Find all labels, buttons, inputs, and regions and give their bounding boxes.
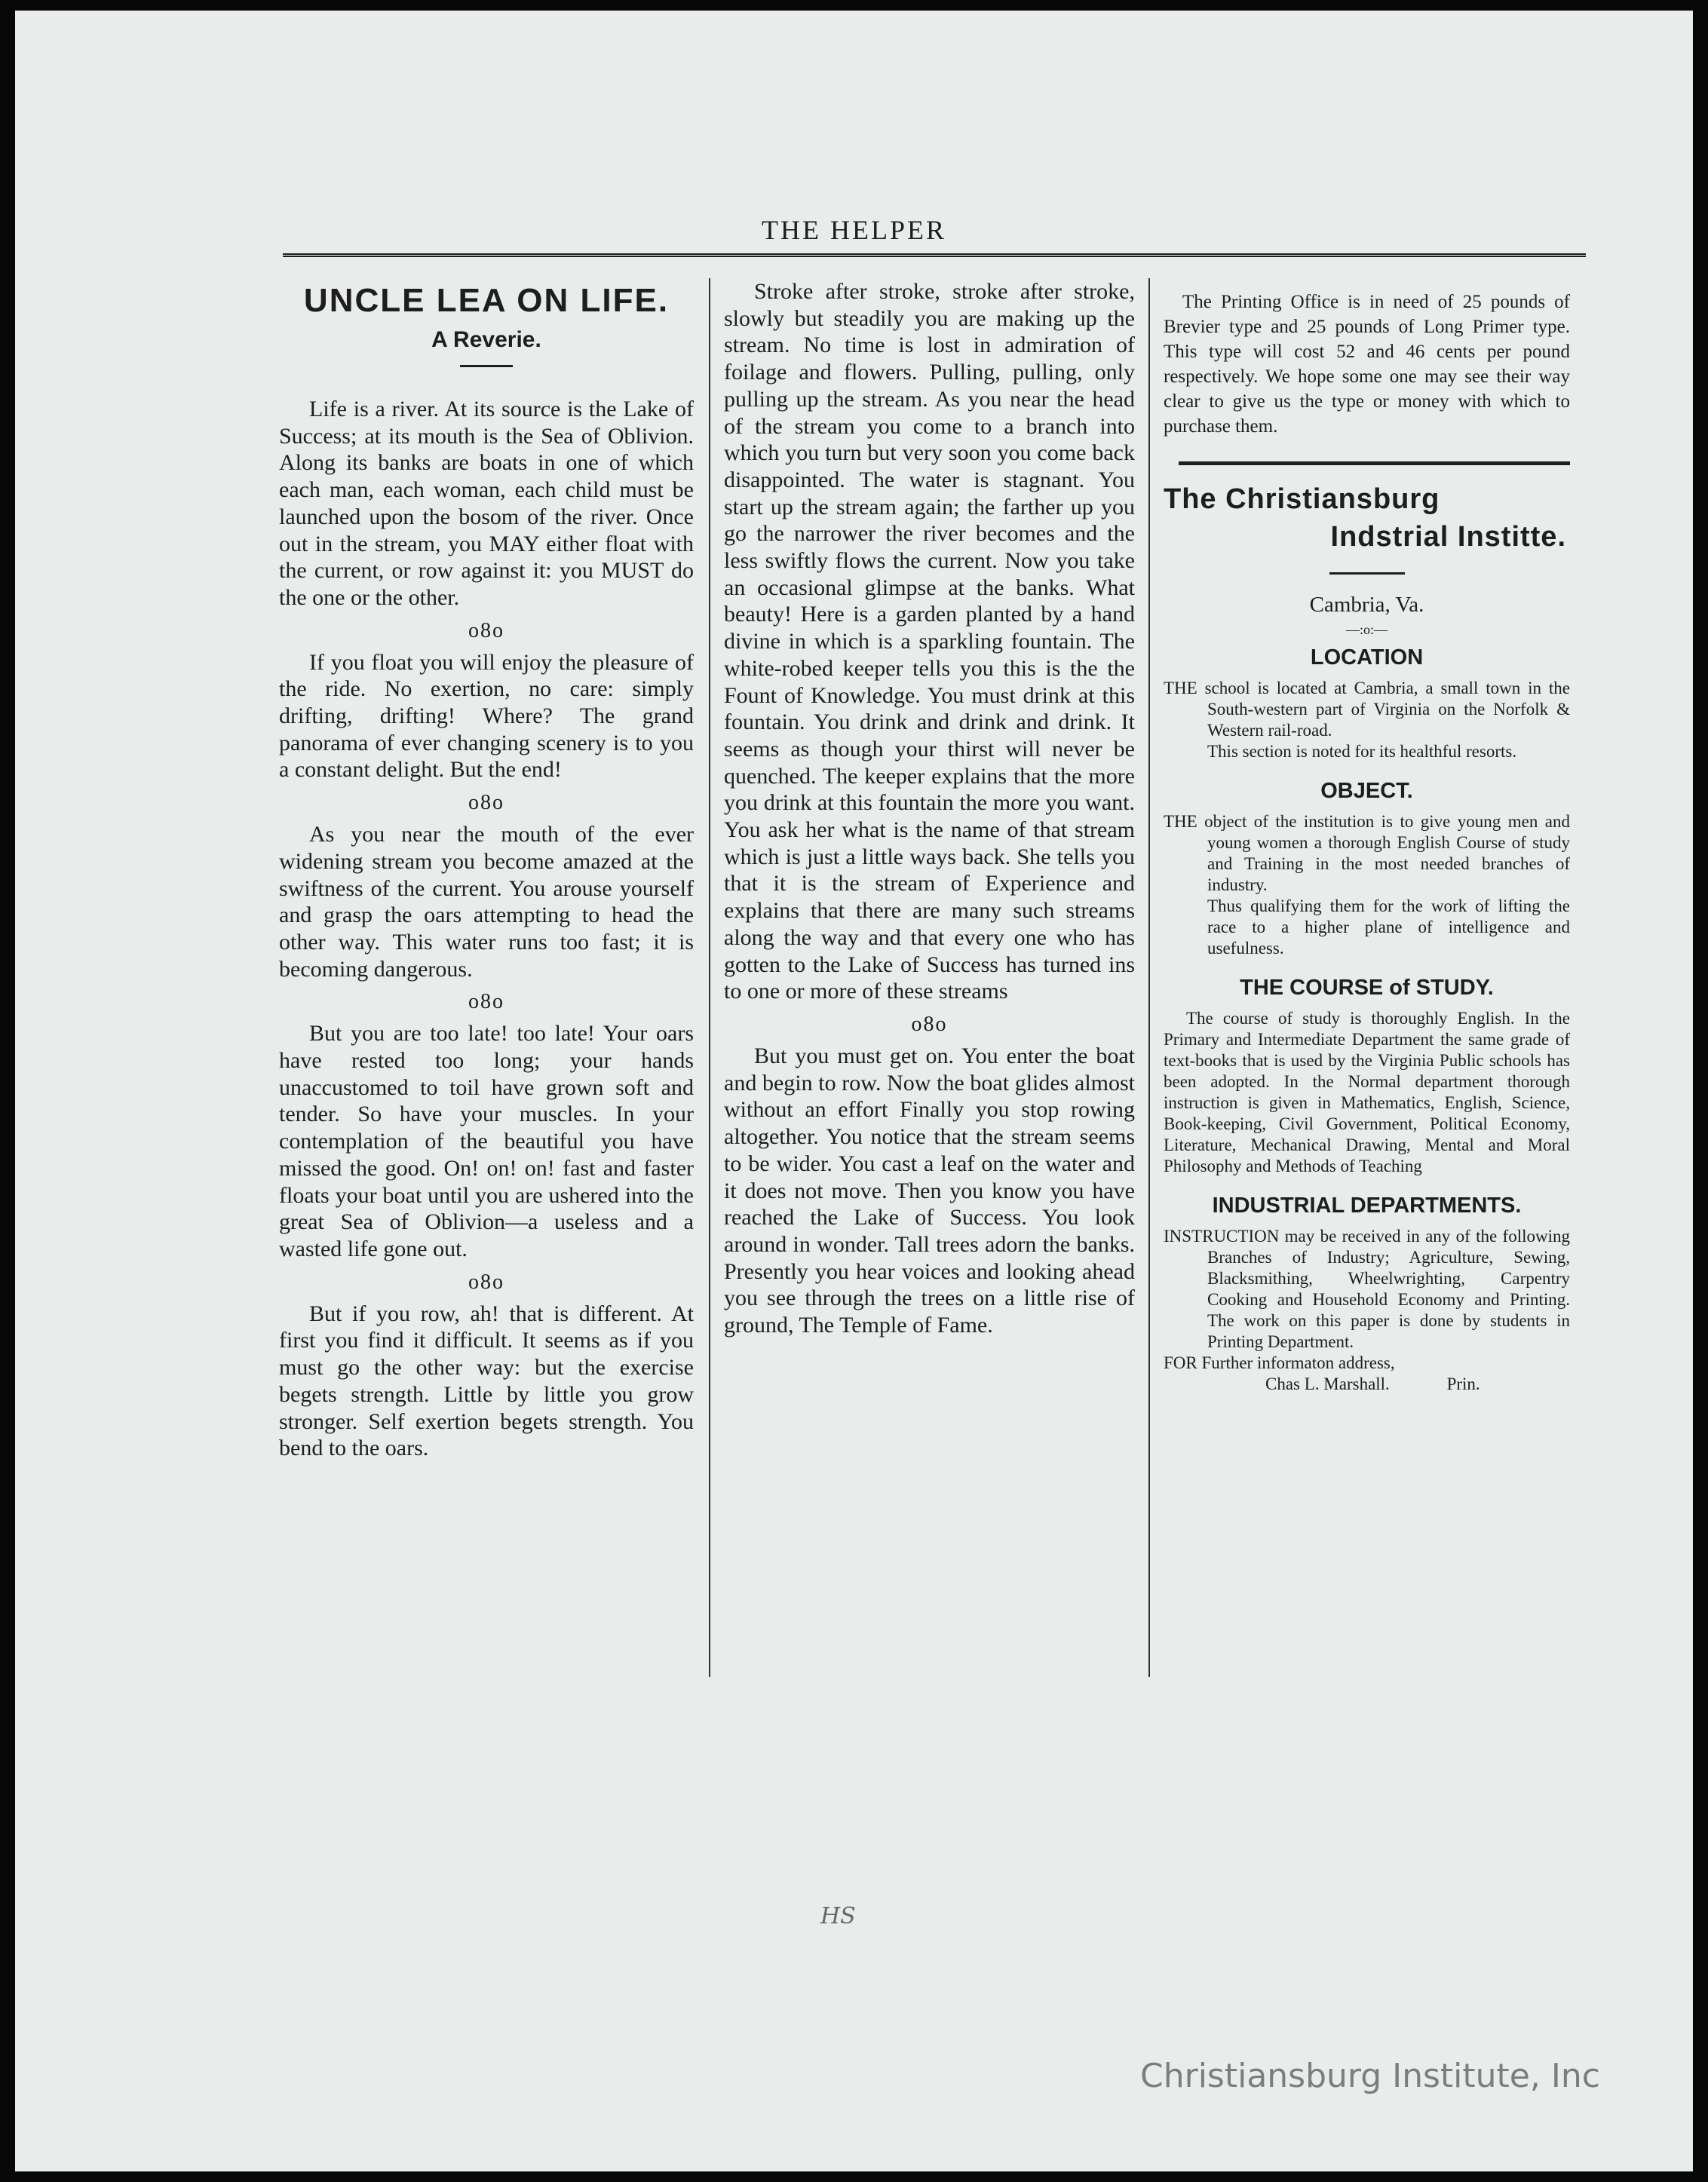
column-2 bbox=[709, 278, 1150, 1677]
printing-office-notice: The Printing Office is in need of 25 pounds of Brevier type and 25 pounds of Long Primer type. This type will cost 52 and 46 cents per pound respectively. We hope some one may see their way clear to give us the type or money with which to purchase them. bbox=[1164, 292, 1570, 437]
column-3 bbox=[1150, 278, 1584, 1395]
object-text: THE object of the institution is to give young men and young women a thorough English Course of study and Training in the most needed branches of industry. bbox=[1164, 812, 1570, 894]
watermark: Christiansburg Institute, Inc bbox=[1140, 2057, 1600, 2095]
location-text: THE school is located at Cambria, a small town in the South-western part of Virginia on the Norfolk & Western rail-road. bbox=[1164, 679, 1570, 740]
newspaper-page bbox=[15, 11, 1693, 2171]
location-note: This section is noted for its healthful resorts. bbox=[1207, 742, 1517, 761]
course-text: The course of study is thoroughly English. In the Primary and Intermediate Department the same grade of text-books that is used by the Virginia Public schools has been adopted. In the Normal department thorough instruction is given in Mathematics, English, Science, Book-keeping, Civil Government, Political Economy, Literature, Mechanical Drawing, Mental and Moral Philosophy and Methods of Teaching bbox=[1164, 1009, 1570, 1175]
object-note: Thus qualifying them for the work of lifting the race to a higher plane of intelligence and usefulness. bbox=[1207, 896, 1570, 958]
article-subheadline: A Reverie. bbox=[431, 327, 541, 352]
header-rule bbox=[283, 253, 1586, 257]
page-header-title: THE HELPER bbox=[762, 215, 946, 245]
location-heading: LOCATION bbox=[1310, 645, 1424, 670]
article-paragraph: Stroke after stroke, stroke after stroke, slowly but steadily you are making up the stream. No time is lost in admiration of foilage and flowers. Pulling, pulling, only pulling up the stream. As you near the head of the stream you come to a branch into which you turn but very soon you come back disappointed. The water is stagnant. You start up the stream again; the farther up you go the narrower the river becomes and the less swiftly flows the current. Now you take an occasional glimpse at the banks. What beauty! Here is a garden planted by a hand divine in which is a sparkling fountain. The white-robed keeper tells you this is the the Fount of Knowledge. You must drink at this fountain. You drink and drink and drink. It seems as though your thirst will never be quenched. The keeper explains that the more you drink at this fountain the more you want. You ask her what is the name of that stream which is just a little ways back. She tells you that it is the stream of Experience and explains that there are many such streams along the way and that every one who has gotten to the Lake of Success has turned ins to one or more of these streams bbox=[724, 279, 1135, 1004]
section-separator: o8o bbox=[468, 1270, 504, 1294]
signature bbox=[1164, 1374, 1570, 1395]
section-separator: o8o bbox=[468, 618, 504, 642]
industrial-heading: INDUSTRIAL DEPARTMENTS. bbox=[1212, 1194, 1522, 1218]
article-paragraph: But you are too late! too late! Your oars have rested too long; your hands unaccustomed to toil have grown soft and tender. So have your muscles. In your contemplation of the beautiful you have missed the good. On! on! on! fast and faster floats your boat until you are ushered into the great Sea of Oblivion—a useless and a wasted life gone out. bbox=[279, 1021, 694, 1261]
ornament: —:o:— bbox=[1345, 622, 1388, 637]
article-paragraph: But you must get on. You enter the boat and begin to row. Now the boat glides almost without an effort Finally you stop rowing altogether. You notice that the stream seems to be wider. You cast a leaf on the water and it does not move. Then you know you have reached the Lake of Success. You look around in wonder. Tall trees adorn the banks. Presently you hear voices and looking ahead you see through the trees on a little rise of ground, The Temple of Fame. bbox=[724, 1043, 1135, 1338]
column-1 bbox=[268, 278, 709, 1462]
further-info: FOR Further informaton address, bbox=[1164, 1353, 1395, 1372]
article-paragraph: But if you row, ah! that is different. At first you find it difficult. It seems as if you must go the other way: but the exercise begets strength. Little by little you grow stronger. Self exertion begets strength. You bend to the oars. bbox=[279, 1301, 694, 1461]
article-paragraph: As you near the mouth of the ever widening stream you become amazed at the swiftness of the current. You arouse yourself and grasp the oars attempting to head the other way. This water runs too fast; it is becoming dangerous. bbox=[279, 822, 694, 982]
handwritten-mark: HS bbox=[820, 1903, 856, 1929]
object-heading: OBJECT. bbox=[1320, 779, 1413, 803]
institute-place: Cambria, Va. bbox=[1309, 593, 1424, 617]
divider bbox=[460, 365, 513, 367]
signature-title: Prin. bbox=[1446, 1374, 1480, 1393]
divider bbox=[1329, 572, 1405, 575]
section-separator: o8o bbox=[468, 791, 504, 815]
divider bbox=[1179, 461, 1570, 465]
article-paragraph: Life is a river. At its source is the Lake of Success; at its mouth is the Sea of Oblivion. Along its banks are boats in one of which each man, each woman, each child must be launched upon the bosom of the river. Once out in the stream, you MAY either float with the current, or row against it: you MUST do the one or the other. bbox=[279, 397, 694, 610]
article-paragraph: If you float you will enjoy the pleasure of the ride. No exertion, no care: simply drifting, drifting! Where? The grand panorama of ever changing scenery is to you a constant delight. But the end! bbox=[279, 649, 694, 783]
institute-name bbox=[1164, 480, 1570, 556]
article-headline: UNCLE LEA ON LIFE. bbox=[303, 282, 670, 319]
section-separator: o8o bbox=[468, 990, 504, 1014]
institute-name-line1: The Christiansburg bbox=[1164, 483, 1440, 515]
industrial-text: INSTRUCTION may be received in any of the following Branches of Industry; Agriculture, Sewing, Blacksmithing, Wheelwrighting, Carpentry Cooking and Household Economy and Printing. The work on this paper is done by students in Printing Department. bbox=[1164, 1227, 1570, 1351]
institute-name-line2: Indstrial Institte. bbox=[1330, 521, 1566, 553]
course-heading: THE COURSE of STUDY. bbox=[1240, 976, 1494, 1000]
signature-name: Chas L. Marshall. bbox=[1265, 1374, 1390, 1393]
section-separator: o8o bbox=[911, 1012, 948, 1036]
